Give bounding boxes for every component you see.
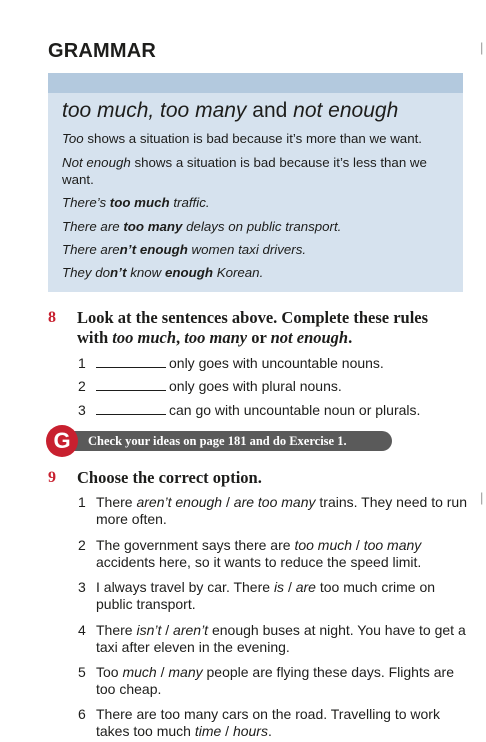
text-run: aren’t [173, 622, 209, 638]
text-run: many [168, 664, 203, 680]
text-run: is [273, 579, 285, 595]
text-run: . [267, 723, 272, 739]
text-run: Too [96, 664, 123, 680]
option-item [78, 537, 468, 571]
option-number: 4 [78, 622, 86, 638]
option-text [96, 622, 468, 656]
example-sentence [62, 264, 454, 281]
option-number: 5 [78, 664, 86, 680]
title-part: and [246, 99, 294, 122]
title-part: not enough [293, 99, 399, 122]
text-run: too much [109, 195, 170, 210]
text-run: enough [164, 265, 213, 280]
option-text [96, 579, 468, 613]
text-run: trains. They need to run more often. [96, 494, 467, 527]
text-run: n’t [110, 265, 127, 280]
text-run: too much crime on public transport. [96, 579, 436, 612]
text-run: / [284, 579, 296, 595]
option-item [78, 494, 468, 528]
text-run: There’s [62, 195, 110, 210]
option-text [96, 537, 468, 571]
grammar-box [48, 73, 463, 292]
text-run: aren’t enough [136, 494, 223, 510]
rule-explanation-too [62, 130, 454, 147]
text-run: There are [62, 242, 120, 257]
text-run: too many [363, 537, 422, 553]
text-run: time [194, 723, 222, 739]
rule-item [78, 378, 342, 394]
example-sentence [62, 218, 454, 235]
rule-number: 3 [78, 402, 86, 418]
text-run: n’t enough [119, 242, 188, 257]
text-run: . [348, 328, 353, 347]
rule-text: can go with uncountable noun or plurals. [169, 402, 421, 418]
text-run: / [221, 723, 233, 739]
section-heading: GRAMMAR [48, 40, 157, 62]
option-text [96, 494, 468, 528]
option-number: 3 [78, 579, 86, 595]
question-number: 9 [48, 469, 56, 486]
text-run: delays on public transport. [182, 219, 342, 234]
option-number: 2 [78, 537, 86, 553]
text-run: , [176, 328, 185, 347]
grammar-reference-badge: G [46, 425, 78, 457]
option-item [78, 622, 468, 656]
text-run: are too many [233, 494, 316, 510]
text-run: too much [112, 328, 177, 347]
option-text [96, 664, 468, 698]
text-run: people are flying these days. Flights are too cheap. [96, 664, 454, 697]
text-run: or [247, 328, 271, 347]
text-run: I always travel by car. There [96, 579, 274, 595]
answer-blank[interactable] [96, 389, 166, 391]
rule-number: 2 [78, 378, 86, 394]
option-item [78, 664, 468, 698]
text-run: / [222, 494, 234, 510]
text-run: Too [62, 131, 84, 146]
option-item [78, 706, 468, 740]
question-number: 8 [48, 309, 56, 326]
grammar-box-header-strip [48, 73, 463, 93]
text-run: enough buses at night. You have to get a taxi after eleven in the evening. [96, 622, 466, 655]
rule-item [78, 355, 384, 371]
text-run: The government says there are [96, 537, 295, 553]
text-run: hours [232, 723, 268, 739]
text-run: know [126, 265, 165, 280]
text-run: much [122, 664, 157, 680]
rule-item [78, 402, 420, 418]
title-part: too much, too many [62, 99, 247, 122]
rule-text: only goes with uncountable nouns. [169, 355, 384, 371]
text-run: Not enough [62, 155, 131, 170]
text-run: isn’t [136, 622, 162, 638]
example-sentence [62, 241, 454, 258]
question-8-instruction [77, 308, 457, 348]
page-edge-mark: | [480, 40, 484, 55]
text-run: Korean. [213, 265, 264, 280]
option-item [78, 579, 468, 613]
text-run: shows a situation is bad because it’s less than we want. [62, 155, 427, 187]
text-run: traffic. [169, 195, 210, 210]
text-run: / [156, 664, 169, 680]
text-run: There are [62, 219, 124, 234]
question-9-instruction: Choose the correct option. [77, 468, 262, 487]
answer-blank[interactable] [96, 413, 166, 415]
text-run: accidents here, so it wants to reduce the speed limit. [96, 554, 422, 570]
grammar-reference-link[interactable]: Check your ideas on page 181 and do Exercise 1. [70, 431, 392, 451]
text-run: too much [294, 537, 353, 553]
answer-blank[interactable] [96, 366, 166, 368]
text-run: There [96, 494, 137, 510]
text-run: are [295, 579, 316, 595]
rule-number: 1 [78, 355, 86, 371]
option-text [96, 706, 468, 740]
text-run: / [352, 537, 364, 553]
text-run: They do [62, 265, 111, 280]
text-run: women taxi drivers. [187, 242, 307, 257]
text-run: Look at the sentences above. Complete these rules with [77, 308, 429, 347]
rule-text: only goes with plural nouns. [169, 378, 342, 394]
text-run: / [161, 622, 174, 638]
text-run: shows a situation is bad because it’s more than we want. [83, 131, 422, 146]
option-number: 1 [78, 494, 86, 510]
grammar-box-title [62, 99, 398, 123]
option-number: 6 [78, 706, 86, 722]
page-edge-mark: | [480, 490, 484, 505]
text-run: too many [184, 328, 248, 347]
text-run: too many [123, 219, 183, 234]
example-sentence [62, 194, 454, 211]
text-run: not enough [270, 328, 349, 347]
rule-explanation-not-enough [62, 154, 454, 188]
text-run: There are too many cars on the road. Travelling to work takes too much [96, 706, 440, 739]
text-run: There [96, 622, 137, 638]
